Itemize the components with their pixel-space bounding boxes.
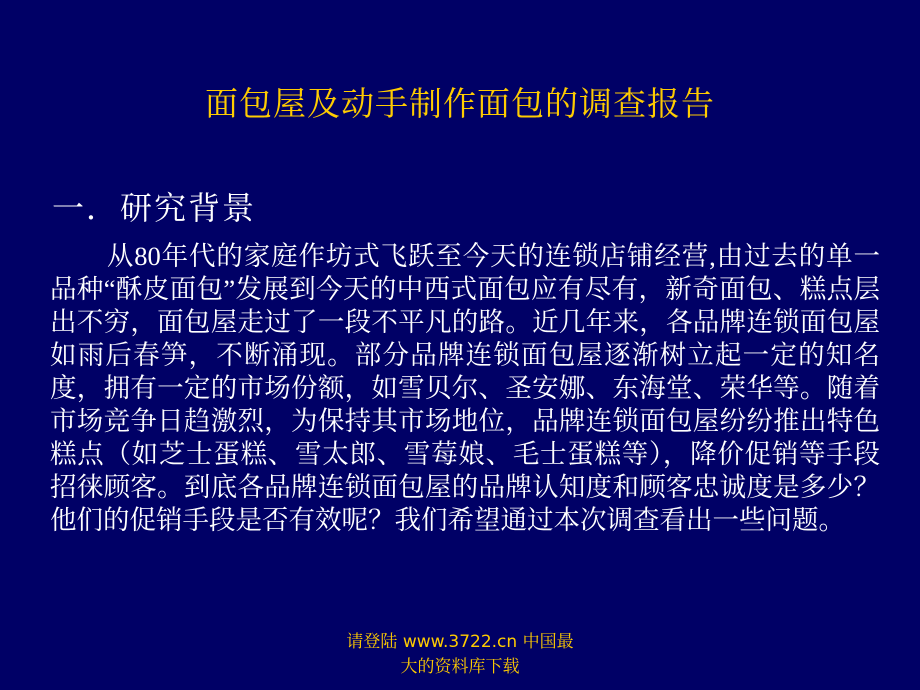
footer-line-2: 大的资料库下载 <box>400 657 520 677</box>
body-paragraph <box>50 240 880 537</box>
body-text: 从80年代的家庭作坊式飞跃至今天的连锁店铺经营,由过去的单一品种“酥皮面包”发展到今天的中西式面包应有尽有，新奇面包、糕点层出不穷，面包屋走过了一段不平凡的路。近几年来，各品牌连锁面包屋如雨后春笋，不断涌现。部分品牌连锁面包屋逐渐树立起一定的知名度，拥有一定的市场份额，如雪贝尔、圣安娜、东海堂、荣华等。随着市场竞争日趋激烈，为保持其市场地位，品牌连锁面包屋纷纷推出特色糕点（如芝士蛋糕、雪太郎、雪莓娘、毛士蛋糕等），降价促销等手段招徕顾客。到底各品牌连锁面包屋的品牌认知度和顾客忠诚度是多少？他们的促销手段是否有效呢？我们希望通过本次调查看出一些问题。 <box>50 241 880 535</box>
page-title: 面包屋及动手制作面包的调查报告 <box>205 84 715 123</box>
footer-line-1: 请登陆 www.3722.cn 中国最 <box>346 632 574 652</box>
section-heading: 一．研究背景 <box>52 190 257 226</box>
footer-note <box>0 630 920 680</box>
